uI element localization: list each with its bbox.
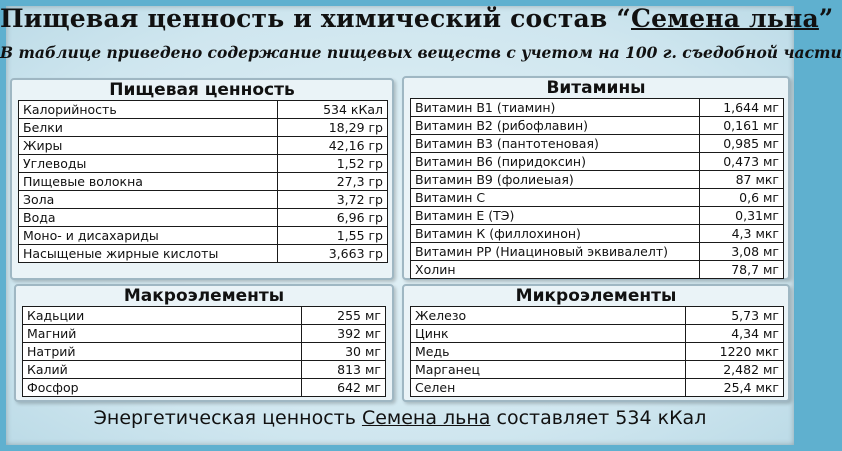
title-quote-close: ” (818, 4, 834, 33)
micro-nutrient-name: Цинк (411, 325, 686, 343)
nutrition-table (18, 100, 388, 263)
nutrition-panel (10, 78, 394, 280)
vitamins-nutrient-name: Витамин В1 (тиамин) (411, 99, 700, 117)
page-title (0, 4, 834, 33)
footer-suffix: составляет 534 кКал (490, 407, 707, 429)
micro-panel (402, 284, 790, 402)
nutrition-row (19, 173, 388, 191)
nutrition-nutrient-name: Зола (19, 191, 278, 209)
micro-nutrient-name: Медь (411, 343, 686, 361)
vitamins-nutrient-value: 0,473 мг (700, 153, 784, 171)
vitamins-nutrient-name: Витамин С (411, 189, 700, 207)
vitamins-row (411, 261, 784, 279)
nutrition-nutrient-name: Вода (19, 209, 278, 227)
nutrition-nutrient-value: 1,55 гр (278, 227, 388, 245)
vitamins-nutrient-value: 0,6 мг (700, 189, 784, 207)
micro-title: Микроэлементы (515, 286, 677, 306)
micro-nutrient-name: Железо (411, 307, 686, 325)
nutrition-nutrient-value: 3,663 гр (278, 245, 388, 263)
nutrition-nutrient-value: 3,72 гр (278, 191, 388, 209)
page-subtitle: В таблице приведено содержание пищевых веществ с учетом на 100 г. съедобной части (0, 43, 842, 62)
nutrition-nutrient-name: Насыщеные жирные кислоты (19, 245, 278, 263)
micro-row (411, 361, 784, 379)
nutrition-nutrient-value: 18,29 гр (278, 119, 388, 137)
vitamins-row (411, 117, 784, 135)
macro-nutrient-name: Кадьции (23, 307, 302, 325)
macro-table (22, 306, 386, 397)
nutrition-nutrient-value: 534 кКал (278, 101, 388, 119)
vitamins-nutrient-value: 87 мкг (700, 171, 784, 189)
micro-row (411, 325, 784, 343)
macro-row (23, 343, 386, 361)
macro-nutrient-value: 642 мг (302, 379, 386, 397)
macro-row (23, 307, 386, 325)
macro-nutrient-value: 813 мг (302, 361, 386, 379)
vitamins-row (411, 135, 784, 153)
vitamins-nutrient-name: Холин (411, 261, 700, 279)
micro-nutrient-value: 4,34 мг (686, 325, 784, 343)
nutrition-nutrient-name: Белки (19, 119, 278, 137)
nutrition-row (19, 155, 388, 173)
title-quote-open: “ (616, 4, 631, 33)
macro-nutrient-value: 30 мг (302, 343, 386, 361)
micro-nutrient-value: 25,4 мкг (686, 379, 784, 397)
nutrition-row (19, 227, 388, 245)
micro-row (411, 343, 784, 361)
vitamins-row (411, 243, 784, 261)
nutrition-nutrient-name: Углеводы (19, 155, 278, 173)
vitamins-table (410, 98, 784, 279)
vitamins-nutrient-name: Витамин Е (ТЭ) (411, 207, 700, 225)
vitamins-row (411, 171, 784, 189)
vitamins-nutrient-value: 0,31мг (700, 207, 784, 225)
nutrition-nutrient-value: 27,3 гр (278, 173, 388, 191)
micro-nutrient-value: 1220 мкг (686, 343, 784, 361)
nutrition-row (19, 191, 388, 209)
vitamins-nutrient-value: 1,644 мг (700, 99, 784, 117)
micro-nutrient-name: Селен (411, 379, 686, 397)
micro-nutrient-name: Марганец (411, 361, 686, 379)
nutrition-row (19, 101, 388, 119)
macro-nutrient-value: 255 мг (302, 307, 386, 325)
vitamins-panel (402, 76, 790, 280)
nutrition-row (19, 119, 388, 137)
nutrition-nutrient-value: 1,52 гр (278, 155, 388, 173)
vitamins-row (411, 225, 784, 243)
vitamins-nutrient-value: 0,161 мг (700, 117, 784, 135)
footer-prefix: Энергетическая ценность (93, 407, 362, 429)
vitamins-nutrient-name: Витамин В2 (рибофлавин) (411, 117, 700, 135)
vitamins-nutrient-value: 4,3 мкг (700, 225, 784, 243)
vitamins-nutrient-name: Витамин РР (Ниациновый эквивалелт) (411, 243, 700, 261)
nutrition-nutrient-name: Пищевые волокна (19, 173, 278, 191)
nutrition-nutrient-value: 42,16 гр (278, 137, 388, 155)
macro-nutrient-value: 392 мг (302, 325, 386, 343)
nutrition-row (19, 137, 388, 155)
vitamins-row (411, 99, 784, 117)
micro-nutrient-value: 5,73 мг (686, 307, 784, 325)
nutrition-row (19, 209, 388, 227)
vitamins-nutrient-name: Витамин В6 (пиридоксин) (411, 153, 700, 171)
nutrition-row (19, 245, 388, 263)
macro-title: Макроэлементы (123, 286, 285, 306)
micro-table (410, 306, 784, 397)
vitamins-row (411, 207, 784, 225)
macro-row (23, 379, 386, 397)
vitamins-nutrient-value: 3,08 мг (700, 243, 784, 261)
vitamins-nutrient-name: Витамин В9 (фолиеыая) (411, 171, 700, 189)
micro-row (411, 307, 784, 325)
nutrition-nutrient-name: Жиры (19, 137, 278, 155)
energy-summary (0, 407, 800, 429)
macro-row (23, 361, 386, 379)
nutrition-title: Пищевая ценность (109, 80, 295, 100)
vitamins-nutrient-value: 78,7 мг (700, 261, 784, 279)
micro-nutrient-value: 2,482 мг (686, 361, 784, 379)
nutrition-nutrient-name: Калорийность (19, 101, 278, 119)
macro-nutrient-name: Натрий (23, 343, 302, 361)
vitamins-row (411, 153, 784, 171)
macro-nutrient-name: Фосфор (23, 379, 302, 397)
macro-row (23, 325, 386, 343)
vitamins-nutrient-value: 0,985 мг (700, 135, 784, 153)
vitamins-row (411, 189, 784, 207)
macro-nutrient-name: Калий (23, 361, 302, 379)
macro-panel (14, 284, 394, 402)
vitamins-nutrient-name: Витамин К (филлохинон) (411, 225, 700, 243)
macro-nutrient-name: Магний (23, 325, 302, 343)
vitamins-nutrient-name: Витамин В3 (пантотеновая) (411, 135, 700, 153)
vitamins-title: Витамины (546, 78, 646, 98)
title-prefix: Пищевая ценность и химический состав (0, 4, 617, 33)
micro-row (411, 379, 784, 397)
nutrition-nutrient-name: Моно- и дисахариды (19, 227, 278, 245)
title-product: Семена льна (630, 4, 819, 33)
footer-product: Семена льна (361, 407, 491, 429)
nutrition-nutrient-value: 6,96 гр (278, 209, 388, 227)
